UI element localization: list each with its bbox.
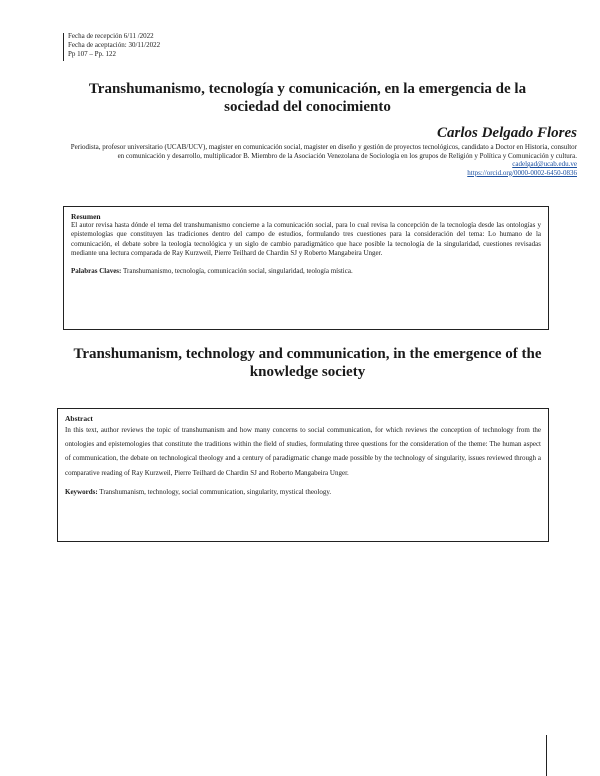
- keywords-list-english: Transhumanism, technology, social communication, singularity, mystical theology.: [97, 487, 332, 496]
- received-date: Fecha de recepción 6/11 /2022: [68, 32, 154, 40]
- title-english: Transhumanism, technology and communication, in the emergence of the knowledge society: [73, 346, 542, 380]
- footer-rule: [546, 735, 547, 776]
- accepted-date: Fecha de aceptación: 30/11/2022: [68, 41, 161, 49]
- abstract-heading-spanish: Resumen: [71, 212, 101, 221]
- title-spanish: Transhumanismo, tecnología y comunicación, en la emergencia de la sociedad del conocimiento: [88, 81, 527, 115]
- keywords-label-english: Keywords:: [65, 487, 98, 496]
- author-email-link[interactable]: cadelgad@ucab.edu.ve: [512, 160, 577, 168]
- author-name: Carlos Delgado Flores: [436, 125, 577, 141]
- keywords-spanish: [71, 267, 541, 276]
- keywords-label-spanish: Palabras Claves:: [71, 267, 122, 276]
- abstract-box-spanish: [63, 206, 549, 330]
- orcid-link[interactable]: https://orcid.org/0000-0002-6450-0836: [467, 168, 577, 177]
- publication-info: [68, 32, 160, 59]
- header-rule: [63, 33, 64, 61]
- abstract-text-spanish: El autor revisa hasta dónde el tema del transhumanismo concierne a la comunicación social, para lo cual revisa la concepción de la tecnología desde las ontologías y epistemologías que constituyen las tradiciones dentro del campo de estudios, formulando tres cuestiones para la consideración del tema: Lo humano de la comunicación, el debate sobre la teología tecnológica y un siglo de cambio paradigmático que hace posible la tecnología de la singularidad, cuestiones revisadas mediante una lectura comparada de Ray Kurzweil, Pierre Teilhard de Chardin SJ y Roberto Mangabeira Unger.: [71, 221, 541, 257]
- author-affiliation: [70, 143, 577, 177]
- page-range: Pp 107 – Pp. 122: [68, 50, 117, 58]
- keywords-list-spanish: Transhumanismo, tecnología, comunicación social, singularidad, teología mística.: [121, 267, 353, 276]
- abstract-box-english: [57, 408, 549, 542]
- affiliation-text: Periodista, profesor universitario (UCAB/UCV), magister en comunicación social, magister en diseño y gestión de proyectos tecnológicos, candidato a Doctor en Historia, consultor en comunicación y desarrollo, multiplicador B. Miembro de la Asociación Venezolana de Sociología en los grupos de Religión y Política y Comunicación y cultura.: [70, 143, 577, 160]
- abstract-text-english: In this text, author reviews the topic of transhumanism and how many concerns to social communication, for which reviews the conception of technology from the ontologies and epistemologies that constitute the traditions within the field of studies, formulating three questions for the consideration of the theme: The human aspect of communication, the debate on technological theology and a century of paradigmatic change made possible by the technology of singularity, issues reviewed through a comparative reading of Ray Kurzweil, Pierre Teilhard de Chardin SJ and Roberto Mangabeira Unger.: [65, 426, 541, 477]
- keywords-english: [65, 488, 541, 497]
- abstract-heading-english: Abstract: [65, 414, 93, 423]
